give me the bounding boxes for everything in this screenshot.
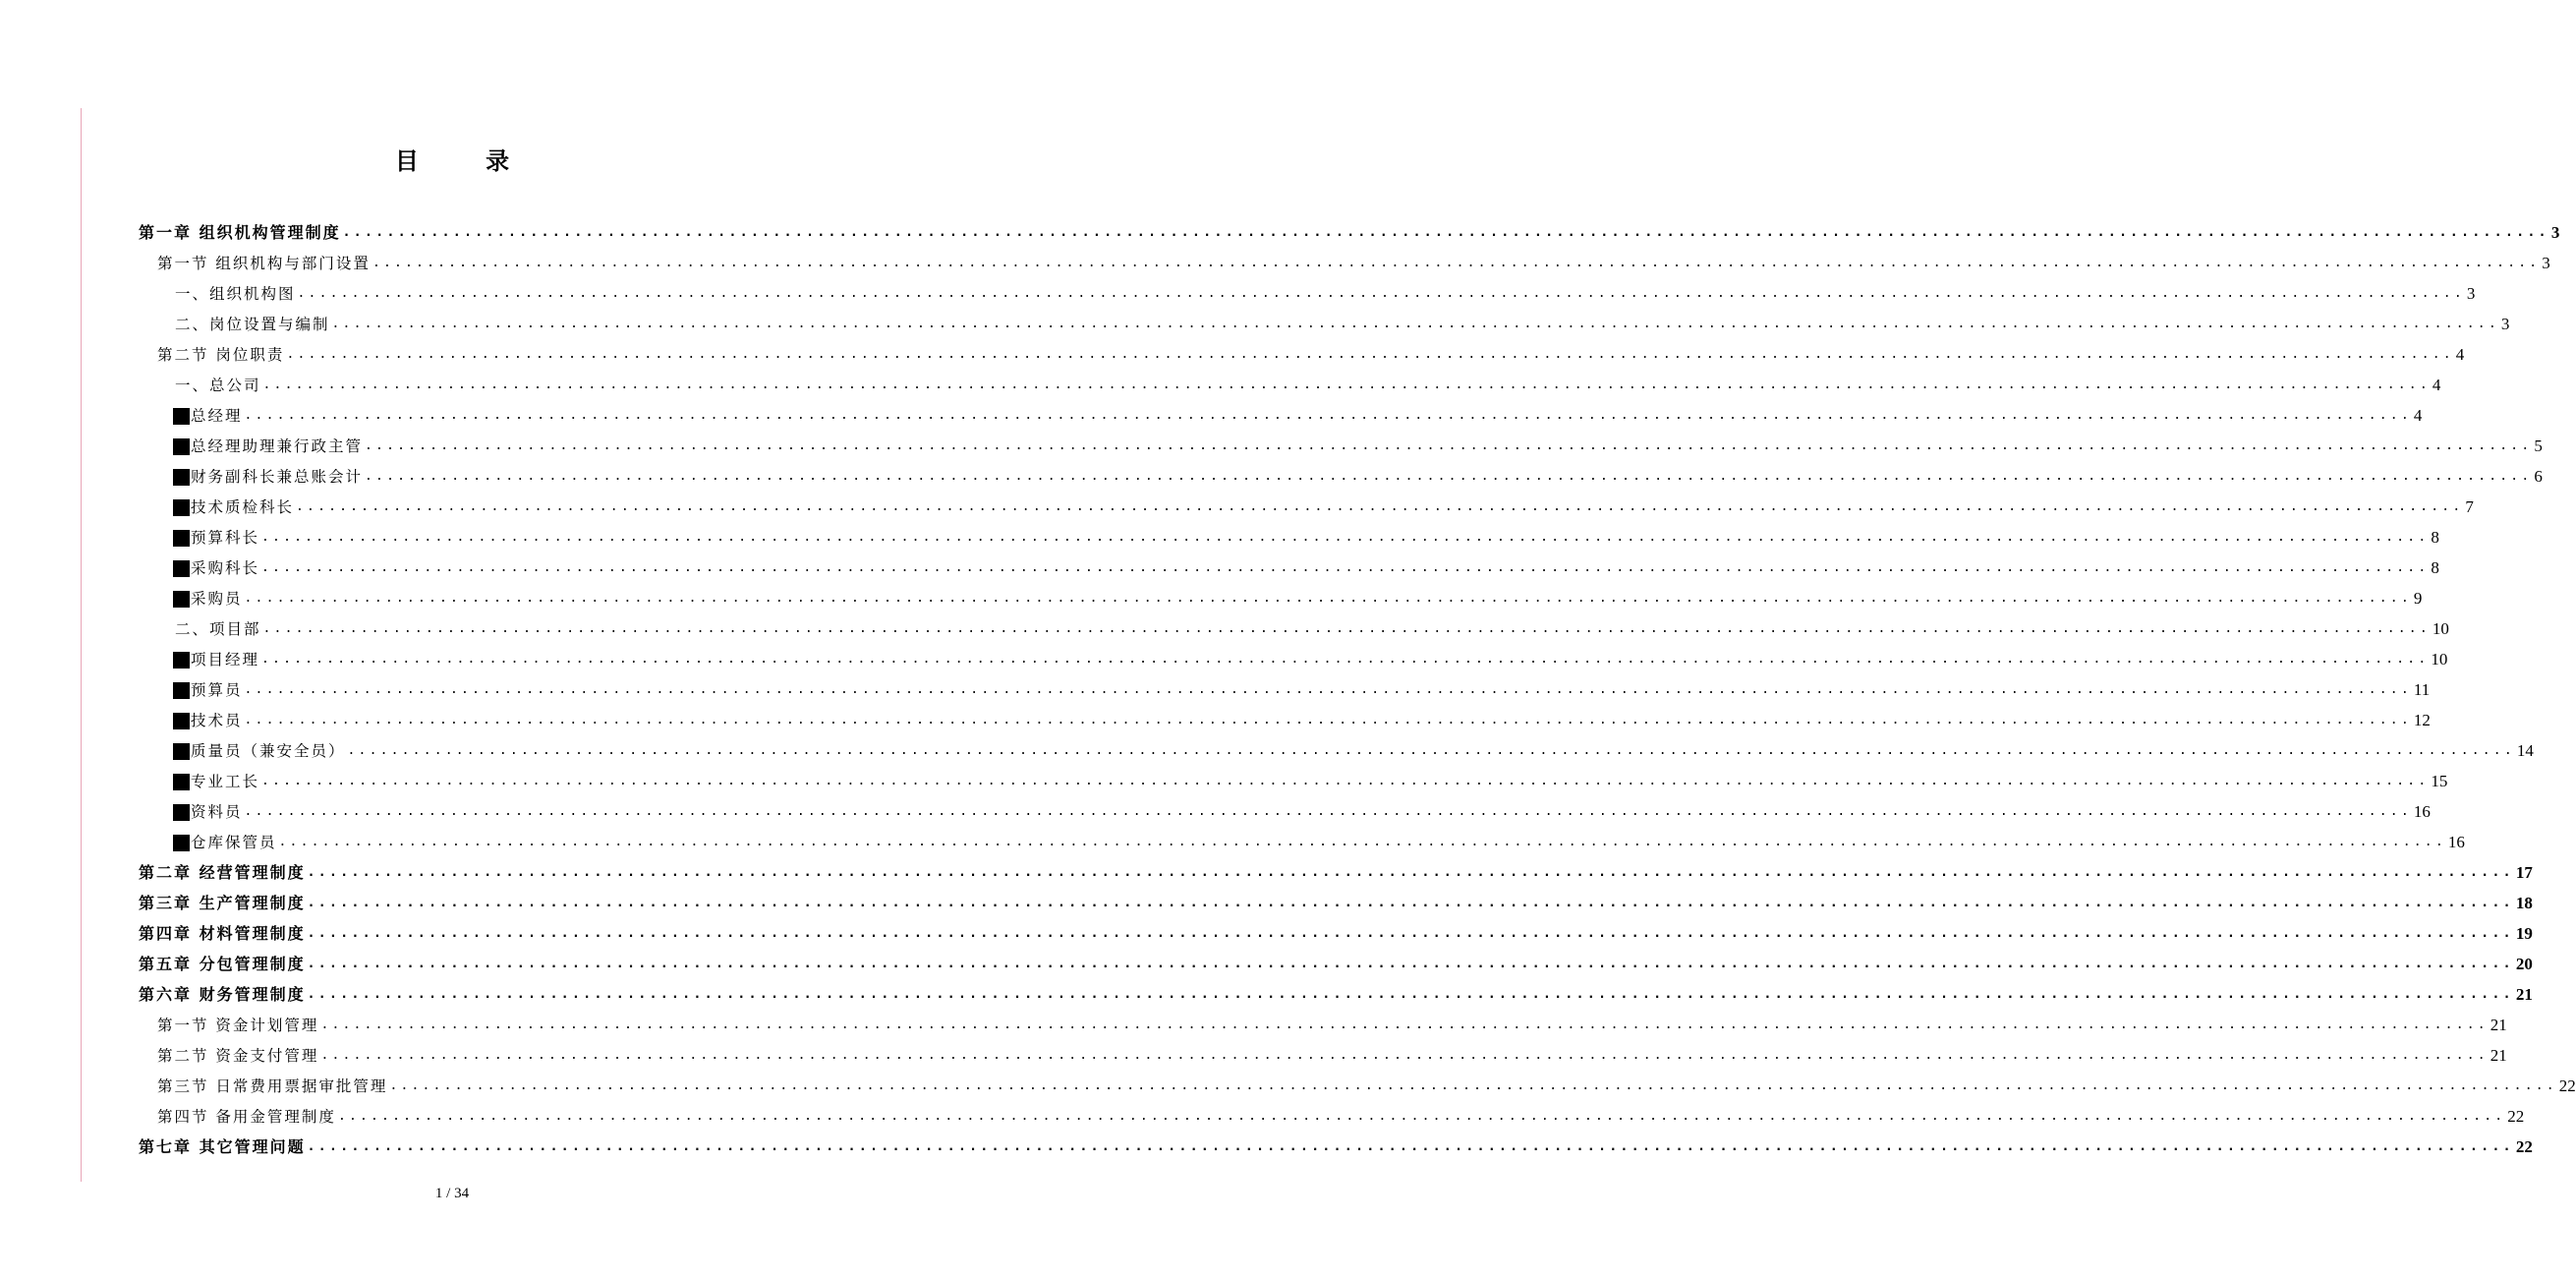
square-bullet-icon <box>173 804 190 821</box>
toc-entry-label: 第一节 组织机构与部门设置 <box>157 255 371 272</box>
toc-entry-label: 仓库保管员 <box>191 834 277 851</box>
dot-leader: ........................................................................................................................................................................................................ <box>320 1048 2489 1063</box>
toc-entry-page-number: 21 <box>2515 985 2533 1004</box>
toc-entry-label: 二、岗位设置与编制 <box>175 316 330 333</box>
toc-entry[interactable] <box>139 825 2465 855</box>
toc-entry[interactable] <box>139 581 2423 611</box>
toc-entry-page-number: 20 <box>2515 955 2533 973</box>
toc-entry-label: 第二节 资金支付管理 <box>157 1047 319 1065</box>
dot-leader: ........................................................................................................................................................................................................ <box>244 682 2412 697</box>
toc-entry[interactable] <box>139 1038 2507 1069</box>
toc-entry-label: 二、项目部 <box>175 620 261 638</box>
square-bullet-icon <box>173 438 190 455</box>
dot-leader: ........................................................................................................................................................................................................ <box>389 1078 2557 1093</box>
toc-entry-page-number: 22 <box>2507 1107 2525 1126</box>
toc-entry[interactable] <box>139 215 2560 246</box>
dot-leader: ........................................................................................................................................................................................................ <box>307 987 2514 1002</box>
toc-entry-page-number: 17 <box>2515 863 2533 882</box>
square-bullet-icon <box>173 408 190 425</box>
dot-leader: ........................................................................................................................................................................................................ <box>342 225 2549 240</box>
dot-leader: ........................................................................................................................................................................................................ <box>307 926 2514 941</box>
page-margin-line <box>81 108 82 1182</box>
toc-entry-label: 预算科长 <box>191 529 260 547</box>
dot-leader: ........................................................................................................................................................................................................ <box>307 896 2514 910</box>
square-bullet-icon <box>173 743 190 760</box>
dot-leader: ........................................................................................................................................................................................................ <box>307 1139 2514 1154</box>
dot-leader: ........................................................................................................................................................................................................ <box>297 286 2465 301</box>
dot-leader: ........................................................................................................................................................................................................ <box>244 804 2412 819</box>
toc-entry[interactable] <box>139 886 2533 916</box>
toc-entry-label: 专业工长 <box>191 773 260 790</box>
toc-entry-label: 第二节 岗位职责 <box>157 346 285 364</box>
dot-leader: ........................................................................................................................................................................................................ <box>286 347 2454 362</box>
toc-entry-page-number: 10 <box>2432 619 2449 638</box>
toc-entry-page-number: 19 <box>2515 924 2533 943</box>
toc-entry-page-number: 22 <box>2558 1076 2576 1095</box>
toc-entry-label: 第四节 备用金管理制度 <box>157 1108 336 1126</box>
toc-entry[interactable] <box>139 1130 2533 1160</box>
toc-entry[interactable] <box>139 764 2448 794</box>
toc-entry[interactable] <box>139 794 2431 825</box>
toc-entry[interactable] <box>139 520 2439 551</box>
toc-entry[interactable] <box>139 459 2543 490</box>
page-title: 目 录 <box>394 146 540 175</box>
toc-entry-label: 财务副科长兼总账会计 <box>191 468 364 486</box>
dot-leader: ........................................................................................................................................................................................................ <box>331 317 2499 331</box>
dot-leader: ........................................................................................................................................................................................................ <box>320 1018 2489 1032</box>
toc-entry-page-number: 21 <box>2490 1046 2507 1065</box>
dot-leader: ........................................................................................................................................................................................................ <box>296 499 2464 514</box>
toc-entry-page-number: 15 <box>2431 772 2448 790</box>
square-bullet-icon <box>173 835 190 851</box>
dot-leader: ........................................................................................................................................................................................................ <box>262 378 2431 392</box>
table-of-contents <box>139 215 2576 1160</box>
toc-entry-label: 第一章 组织机构管理制度 <box>139 223 341 242</box>
toc-entry-page-number: 22 <box>2515 1137 2533 1156</box>
dot-leader: ........................................................................................................................................................................................................ <box>244 713 2412 727</box>
toc-entry-page-number: 16 <box>2413 802 2431 821</box>
toc-entry[interactable] <box>139 916 2533 947</box>
dot-leader: ........................................................................................................................................................................................................ <box>347 743 2515 758</box>
toc-entry-page-number: 3 <box>2542 254 2550 272</box>
toc-entry[interactable] <box>139 337 2465 368</box>
toc-entry-label: 资料员 <box>191 803 243 821</box>
dot-leader: ........................................................................................................................................................................................................ <box>307 957 2514 971</box>
dot-leader: ........................................................................................................................................................................................................ <box>261 530 2430 545</box>
dot-leader: ........................................................................................................................................................................................................ <box>261 560 2430 575</box>
toc-entry-page-number: 11 <box>2413 680 2431 699</box>
toc-entry[interactable] <box>139 307 2510 337</box>
dot-leader: ........................................................................................................................................................................................................ <box>261 774 2430 788</box>
toc-entry[interactable] <box>139 855 2533 886</box>
dot-leader: ........................................................................................................................................................................................................ <box>278 835 2446 849</box>
square-bullet-icon <box>173 560 190 577</box>
toc-entry-page-number: 9 <box>2413 589 2423 608</box>
toc-entry-page-number: 8 <box>2431 528 2439 547</box>
toc-entry-page-number: 5 <box>2534 436 2543 455</box>
toc-entry-label: 总经理助理兼行政主管 <box>191 437 364 455</box>
dot-leader: ........................................................................................................................................................................................................ <box>261 652 2430 667</box>
toc-entry-label: 第四章 材料管理制度 <box>139 924 306 943</box>
toc-entry-label: 第三章 生产管理制度 <box>139 894 306 912</box>
toc-entry[interactable] <box>139 703 2431 733</box>
toc-entry-label: 第六章 财务管理制度 <box>139 985 306 1004</box>
toc-entry[interactable] <box>139 1069 2576 1099</box>
toc-entry[interactable] <box>139 276 2476 307</box>
toc-entry-page-number: 3 <box>2550 223 2560 242</box>
toc-entry[interactable] <box>139 947 2533 977</box>
dot-leader: ........................................................................................................................................................................................................ <box>262 621 2431 636</box>
dot-leader: ........................................................................................................................................................................................................ <box>337 1109 2506 1124</box>
toc-entry[interactable] <box>139 429 2543 459</box>
toc-entry-page-number: 16 <box>2447 833 2465 851</box>
toc-entry-label: 项目经理 <box>191 651 260 669</box>
toc-entry[interactable] <box>139 246 2550 276</box>
toc-entry-label: 质量员（兼安全员） <box>191 742 346 760</box>
dot-leader: ........................................................................................................................................................................................................ <box>244 408 2412 423</box>
toc-entry-page-number: 6 <box>2534 467 2543 486</box>
toc-entry-page-number: 21 <box>2490 1016 2507 1034</box>
toc-entry-label: 第七章 其它管理问题 <box>139 1137 306 1156</box>
square-bullet-icon <box>173 713 190 729</box>
toc-entry-page-number: 3 <box>2466 284 2476 303</box>
dot-leader: ........................................................................................................................................................................................................ <box>307 865 2514 880</box>
toc-entry-label: 采购科长 <box>191 559 260 577</box>
toc-entry-label: 一、组织机构图 <box>175 285 296 303</box>
square-bullet-icon <box>173 499 190 516</box>
toc-entry-page-number: 18 <box>2515 894 2533 912</box>
toc-entry[interactable] <box>139 368 2441 398</box>
toc-entry-label: 一、总公司 <box>175 377 261 394</box>
toc-entry-page-number: 12 <box>2413 711 2431 729</box>
dot-leader: ........................................................................................................................................................................................................ <box>372 256 2541 270</box>
toc-entry-page-number: 4 <box>2413 406 2423 425</box>
toc-entry-page-number: 4 <box>2432 376 2441 394</box>
square-bullet-icon <box>173 530 190 547</box>
toc-entry[interactable] <box>139 1099 2525 1130</box>
toc-entry-label: 第二章 经营管理制度 <box>139 863 306 882</box>
page-number-footer: 1 / 34 <box>434 1186 470 1201</box>
toc-entry-label: 采购员 <box>191 590 243 608</box>
toc-entry-page-number: 4 <box>2455 345 2465 364</box>
toc-entry-label: 第一节 资金计划管理 <box>157 1017 319 1034</box>
toc-entry[interactable] <box>139 398 2423 429</box>
toc-entry[interactable] <box>139 642 2448 672</box>
toc-entry-page-number: 10 <box>2431 650 2448 669</box>
toc-entry-page-number: 7 <box>2465 497 2474 516</box>
toc-entry[interactable] <box>139 1008 2507 1038</box>
toc-entry[interactable] <box>139 490 2474 520</box>
square-bullet-icon <box>173 682 190 699</box>
toc-entry-label: 预算员 <box>191 681 243 699</box>
toc-entry-page-number: 14 <box>2516 741 2534 760</box>
toc-entry[interactable] <box>139 672 2431 703</box>
dot-leader: ........................................................................................................................................................................................................ <box>365 469 2533 484</box>
toc-entry[interactable] <box>139 977 2533 1008</box>
square-bullet-icon <box>173 469 190 486</box>
square-bullet-icon <box>173 774 190 790</box>
square-bullet-icon <box>173 652 190 669</box>
toc-entry-label: 总经理 <box>191 407 243 425</box>
toc-entry-page-number: 3 <box>2500 315 2510 333</box>
toc-entry-label: 技术员 <box>191 712 243 729</box>
toc-entry-label: 第五章 分包管理制度 <box>139 955 306 973</box>
square-bullet-icon <box>173 591 190 608</box>
toc-entry[interactable] <box>139 551 2439 581</box>
dot-leader: ........................................................................................................................................................................................................ <box>365 438 2533 453</box>
toc-entry-page-number: 8 <box>2431 558 2439 577</box>
toc-entry[interactable] <box>139 733 2534 764</box>
dot-leader: ........................................................................................................................................................................................................ <box>244 591 2412 606</box>
toc-entry[interactable] <box>139 611 2449 642</box>
toc-entry-label: 技术质检科长 <box>191 498 295 516</box>
toc-entry-label: 第三节 日常费用票据审批管理 <box>157 1077 388 1095</box>
